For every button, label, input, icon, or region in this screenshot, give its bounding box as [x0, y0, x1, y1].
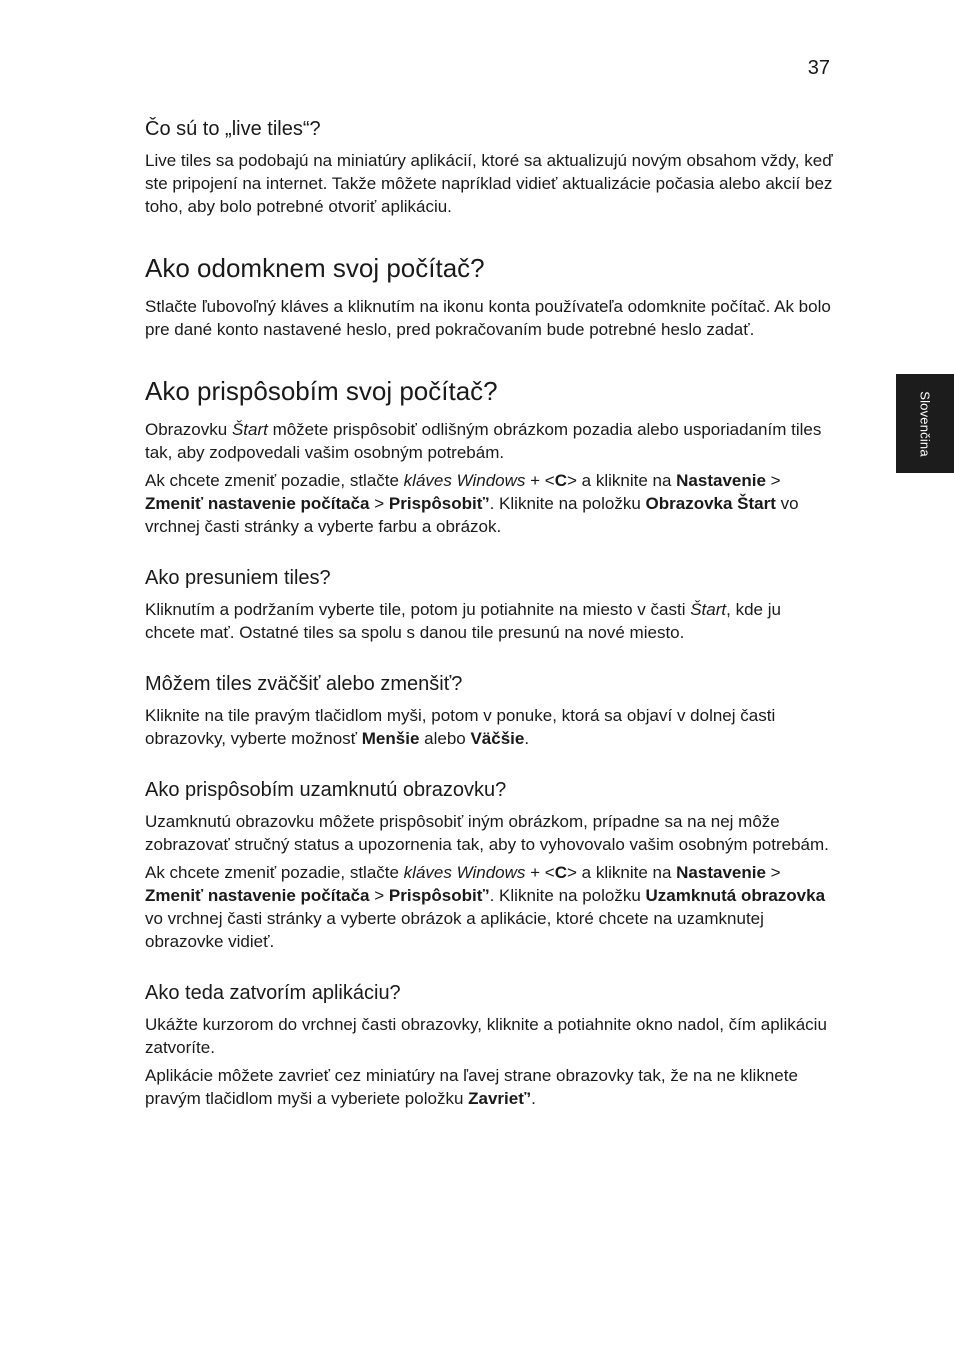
paragraph-lock-screen-background: Ak chcete zmeniť pozadie, stlačte kláves Windows + <C> a kliknite na Nastavenie > Zmeniť nastavenie počítača > Prispôsobiť’. Kliknite na položku Uzamknutá obrazovka vo vrchnej časti stránky a vyberte obrázok a aplikácie, ktoré chcete na uzamknutej obrazovke vidieť.: [145, 863, 826, 951]
paragraph-move-tiles: Kliknutím a podržaním vyberte tile, potom ju potiahnite na miesto v časti Štart, kde ju chcete mať. Ostatné tiles sa spolu s danou tile presunú na nové miesto.: [145, 600, 781, 642]
section-resize-tiles: [145, 671, 835, 750]
heading-unlock: Ako odomknem svoj počítač?: [145, 253, 485, 283]
language-side-tab: [896, 374, 954, 473]
heading-close-app: Ako teda zatvorím aplikáciu?: [145, 982, 401, 1004]
paragraph-close-app-thumbnails: Aplikácie môžete zavrieť cez miniatúry na ľavej strane obrazovky tak, že na ne kliknete pravým tlačidlom myši a vyberiete položku Zavrieť’.: [145, 1066, 798, 1108]
paragraph-close-app-drag: Ukážte kurzorom do vrchnej časti obrazovky, kliknite a potiahnite okno nadol, čím aplikáciu zatvoríte.: [145, 1015, 827, 1057]
section-close-app: [145, 980, 835, 1110]
document-content: [145, 116, 835, 1115]
section-lock-screen: [145, 777, 835, 953]
paragraph-lock-screen-intro: Uzamknutú obrazovku môžete prispôsobiť iným obrázkom, prípadne sa na nej môže zobrazovať stručný status a upozornenia tak, aby to vyhovovalo vašim osobným potrebám.: [145, 812, 829, 854]
heading-move-tiles: Ako presuniem tiles?: [145, 567, 331, 589]
paragraph-personalize-background: Ak chcete zmeniť pozadie, stlačte kláves Windows + <C> a kliknite na Nastavenie > Zmeniť nastavenie počítača > Prispôsobiť’. Kliknite na položku Obrazovka Štart vo vrchnej časti stránky a vyberte farbu a obrázok.: [145, 471, 799, 536]
section-unlock: [145, 252, 835, 341]
heading-resize-tiles: Môžem tiles zväčšiť alebo zmenšiť?: [145, 673, 463, 695]
section-live-tiles: [145, 116, 835, 218]
heading-live-tiles: Čo sú to „live tiles“?: [145, 118, 321, 140]
paragraph-resize-tiles: Kliknite na tile pravým tlačidlom myši, potom v ponuke, ktorá sa objaví v dolnej časti obrazovky, vyberte možnosť Menšie alebo Väčšie.: [145, 706, 776, 748]
page-number: 37: [807, 57, 830, 79]
paragraph-unlock: Stlačte ľubovoľný kláves a kliknutím na ikonu konta používateľa odomknite počítač. Ak bolo pre dané konto nastavené heslo, pred pokračovaním bude potrebné heslo zadať.: [145, 297, 831, 339]
paragraph-personalize-start: Obrazovku Štart môžete prispôsobiť odlišným obrázkom pozadia alebo usporiadaním tiles tak, aby zodpovedali vašim osobným potrebám.: [145, 420, 822, 462]
section-move-tiles: [145, 565, 835, 644]
section-personalize: [145, 375, 835, 538]
language-tab-label: Slovenčina: [917, 391, 933, 457]
heading-personalize: Ako prispôsobím svoj počítač?: [145, 376, 498, 406]
heading-lock-screen: Ako prispôsobím uzamknutú obrazovku?: [145, 779, 507, 801]
paragraph-live-tiles: Live tiles sa podobajú na miniatúry aplikácií, ktoré sa aktualizujú novým obsahom vždy, keď ste pripojení na internet. Takže môžete napríklad vidieť aktualizácie počasia alebo akcií bez toho, aby bolo potrebné otvoriť aplikáciu.: [145, 151, 833, 216]
